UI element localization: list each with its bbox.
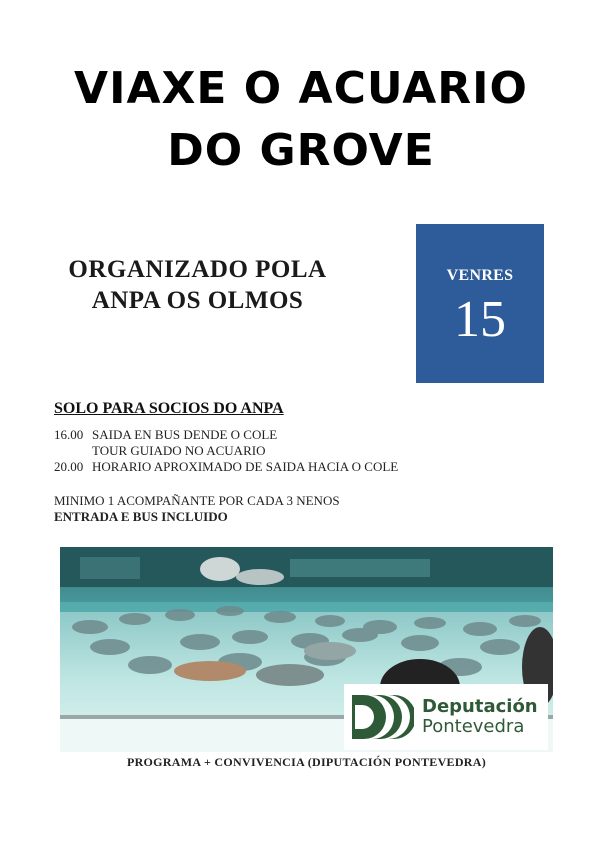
date-number: 15: [454, 291, 506, 348]
logo-line-1: Deputación: [422, 696, 538, 717]
poster-title: [0, 58, 602, 182]
schedule-row: [54, 459, 574, 475]
deputacion-logo: [344, 684, 548, 750]
info-section: [54, 401, 574, 525]
schedule-time: [54, 443, 92, 459]
companion-note: MINIMO 1 ACOMPAÑANTE POR CADA 3 NENOS: [54, 493, 340, 508]
organizer-line-2: ANPA OS OLMOS: [91, 287, 304, 314]
schedule-row: [54, 427, 574, 443]
included-note: ENTRADA E BUS INCLUIDO: [54, 509, 228, 524]
deputacion-emblem-icon: [350, 691, 414, 743]
photo-caption: PROGRAMA + CONVIVENCIA (DIPUTACIÓN PONTEVEDRA): [126, 755, 487, 769]
info-heading: SOLO PARA SOCIOS DO ANPA: [54, 400, 284, 417]
logo-line-2: Pontevedra: [422, 716, 525, 737]
schedule-row: [54, 443, 574, 459]
date-day: VENRES: [446, 267, 514, 284]
organizer-line-1: ORGANIZADO POLA: [68, 256, 327, 283]
title-line-2: DO GROVE: [167, 125, 435, 176]
organizer-text: [40, 254, 355, 316]
title-line-1: VIAXE O ACUARIO: [74, 63, 528, 114]
schedule-desc: SAIDA EN BUS DENDE O COLE: [92, 427, 278, 442]
schedule-desc: HORARIO APROXIMADO DE SAIDA HACIA O COLE: [92, 459, 399, 474]
logo-text: [422, 697, 538, 737]
schedule-time: 16.00: [54, 427, 84, 442]
schedule-desc: TOUR GUIADO NO ACUARIO: [92, 443, 266, 458]
date-box: [416, 224, 544, 383]
schedule-time: 20.00: [54, 459, 84, 474]
